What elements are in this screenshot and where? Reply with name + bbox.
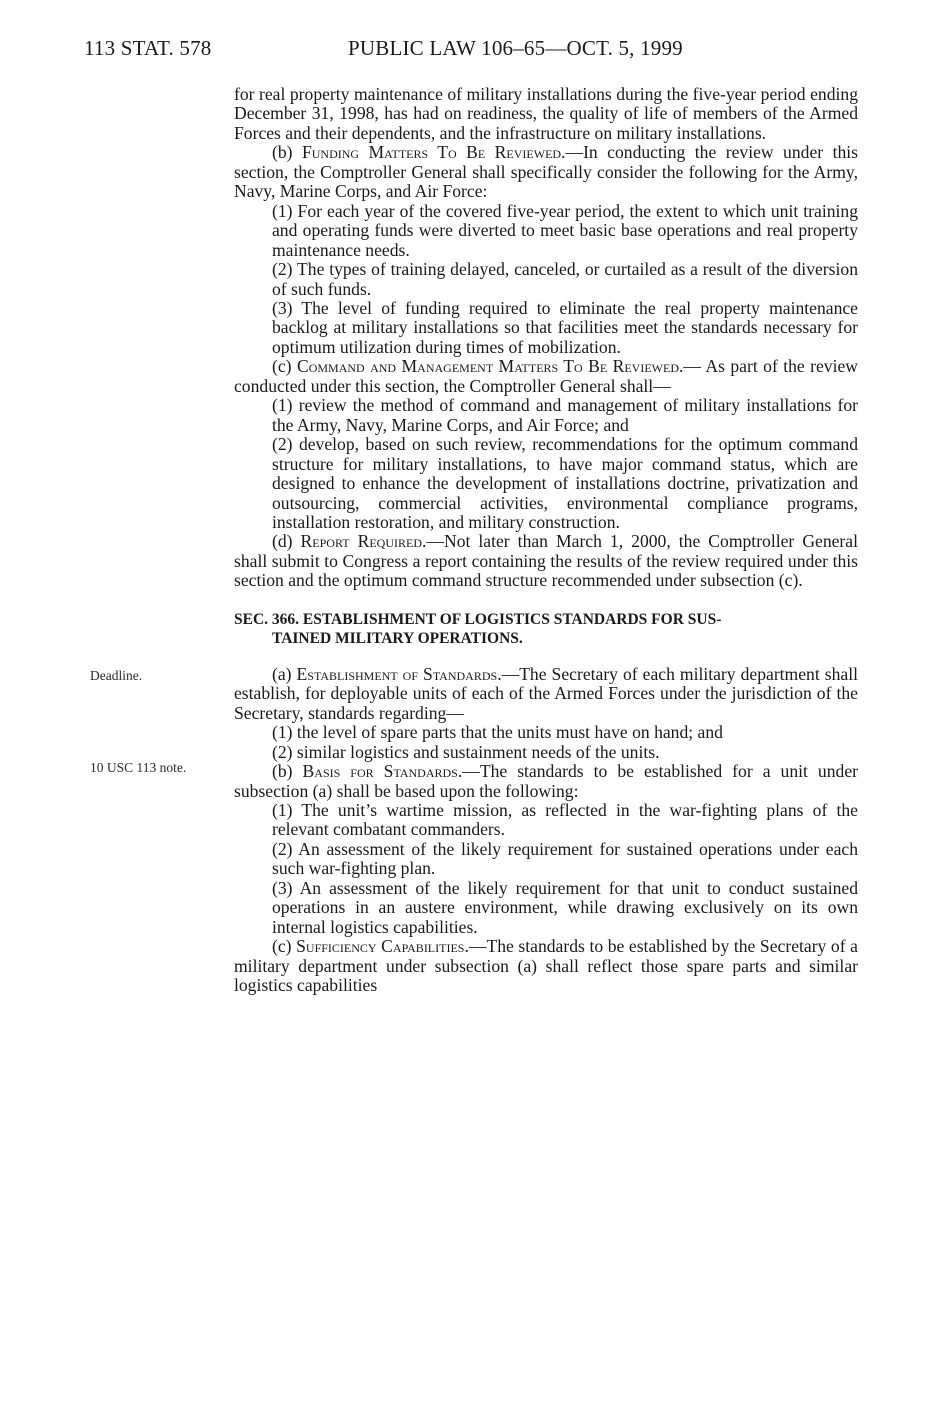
statute-page-number: 113 STAT. 578 (84, 36, 212, 60)
subsection-b: (b) Funding Matters To Be Reviewed.—In conducting the review under this section, the Comptroller General shall specifically consider the following for the Army, Navy, Marine Corps, and Air Force: (234, 142, 858, 202)
subsection-c: (c) Command and Management Matters To Be Reviewed.— As part of the review conducted under this section, the Comptroller General shall— (234, 356, 858, 396)
sec366-subsection-c-heading: Sufficiency Capabilities. (296, 936, 469, 957)
margin-note-usc: 10 USC 113 note. (90, 760, 187, 775)
sec366-subsection-b: (b) Basis for Standards.—The standards to be established for a unit under subsection (a) shall be based upon the following: (234, 761, 858, 801)
paragraph-intro: for real property maintenance of military installations during the five-year period ending December 31, 1998, has had on readiness, the quality of life of members of the Armed Forces and their dependents, and the infrastructure on military installations. (234, 84, 858, 143)
public-law-citation: PUBLIC LAW 106–65—OCT. 5, 1999 (348, 36, 683, 60)
sec366-subsection-c: (c) Sufficiency Capabilities.—The standards to be established by the Secretary of a military department under subsection (a) shall reflect those spare parts and similar logistics capabilities (234, 936, 858, 996)
body-text (234, 85, 858, 995)
sec366-subsection-a-heading: Establishment of Standards. (296, 663, 502, 684)
sec366-subsection-a-item-1: (1) the level of spare parts that the units must have on hand; and (272, 722, 723, 743)
subsection-b-item-2: (2) The types of training delayed, canceled, or curtailed as a result of the diversion of such funds. (272, 259, 858, 299)
sec366-subsection-b-item-2: (2) An assessment of the likely requirement for sustained operations under each such war-fighting plan. (272, 838, 858, 879)
sec366-subsection-b-item-1: (1) The unit’s wartime mission, as reflected in the war-fighting plans of the relevant combatant commanders. (272, 799, 858, 840)
subsection-c-item-1: (1) review the method of command and management of military installations for the Army, Navy, Marine Corps, and Air Force; and (272, 395, 858, 435)
sec366-subsection-b-heading: Basis for Standards. (302, 761, 463, 782)
subsection-b-item-3: (3) The level of funding required to eliminate the real property maintenance backlog at military installations so that facilities meet the standards necessary for optimum utilization during times of mobilization. (272, 297, 858, 357)
section-366-heading: SEC. 366. ESTABLISHMENT OF LOGISTICS STANDARDS FOR SUS- TAINED MILITARY OPERATIONS. (234, 610, 722, 647)
subsection-c-heading: Command and Management Matters To Be Reviewed. (296, 356, 684, 377)
subsection-d-heading: Report Required. (300, 531, 427, 552)
subsection-c-item-2: (2) develop, based on such review, recommendations for the optimum command structure for military installations, to have major command status, which are designed to enhance the development of installations doctrine, privatization and outsourcing, commercial activities, environmental compliance programs, installation restoration, and military construction. (272, 434, 858, 532)
page-header (84, 36, 764, 66)
margin-note-deadline: Deadline. (90, 668, 143, 683)
sec366-subsection-a-item-2: (2) similar logistics and sustainment needs of the units. (272, 741, 660, 762)
subsection-d: (d) Report Required.—Not later than March 1, 2000, the Comptroller General shall submit to Congress a report containing the results of the review required under this section and the optimum command structure recommended under subsection (c). (234, 531, 858, 591)
subsection-b-item-1: (1) For each year of the covered five-year period, the extent to which unit training and operating funds were diverted to meet basic base operations and real property maintenance needs. (272, 200, 858, 260)
sec366-subsection-a: (a) Establishment of Standards.—The Secretary of each military department shall establish, for deployable units of each of the Armed Forces under the jurisdiction of the Secretary, standards regarding— (234, 663, 858, 723)
subsection-b-heading: Funding Matters To Be Reviewed. (301, 142, 566, 163)
sec366-subsection-b-item-3: (3) An assessment of the likely requirement for that unit to conduct sustained operations in an austere environment, while drawing exclusively on its own internal logistics capabilities. (272, 877, 858, 937)
